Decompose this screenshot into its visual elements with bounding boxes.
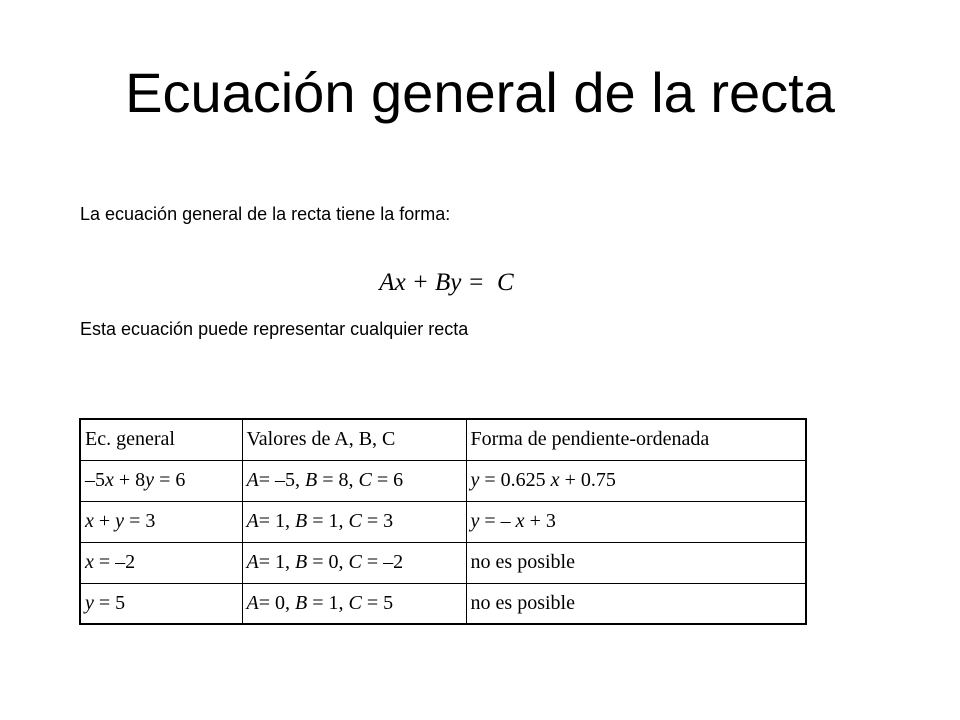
- table-header-row: [80, 419, 806, 460]
- header-abc-values: Valores de A, B, C: [242, 419, 466, 460]
- cell-abc-values: A= 1, B = 0, C = –2: [242, 542, 466, 583]
- slide-title: Ecuación general de la recta: [125, 61, 835, 124]
- table-row: [80, 460, 806, 501]
- cell-abc-values: A= –5, B = 8, C = 6: [242, 460, 466, 501]
- cell-abc-values: A= 1, B = 1, C = 3: [242, 501, 466, 542]
- table-row: [80, 542, 806, 583]
- cell-slope-intercept: y = – x + 3: [466, 501, 806, 542]
- header-general-equation: Ec. general: [80, 419, 242, 460]
- table-row: [80, 501, 806, 542]
- intro-text: La ecuación general de la recta tiene la forma:: [80, 204, 451, 224]
- cell-general-equation: x = –2: [80, 542, 242, 583]
- cell-slope-intercept: y = 0.625 x + 0.75: [466, 460, 806, 501]
- cell-general-equation: x + y = 3: [80, 501, 242, 542]
- cell-general-equation: –5x + 8y = 6: [80, 460, 242, 501]
- note-text: Esta ecuación puede representar cualquier recta: [80, 319, 469, 339]
- header-slope-intercept: Forma de pendiente-ordenada: [466, 419, 806, 460]
- general-equation: Ax + By = C: [379, 269, 514, 296]
- cell-general-equation: y = 5: [80, 583, 242, 624]
- cell-slope-intercept: no es posible: [466, 583, 806, 624]
- equation-table: [79, 418, 807, 625]
- cell-slope-intercept: no es posible: [466, 542, 806, 583]
- cell-abc-values: A= 0, B = 1, C = 5: [242, 583, 466, 624]
- table-row: [80, 583, 806, 624]
